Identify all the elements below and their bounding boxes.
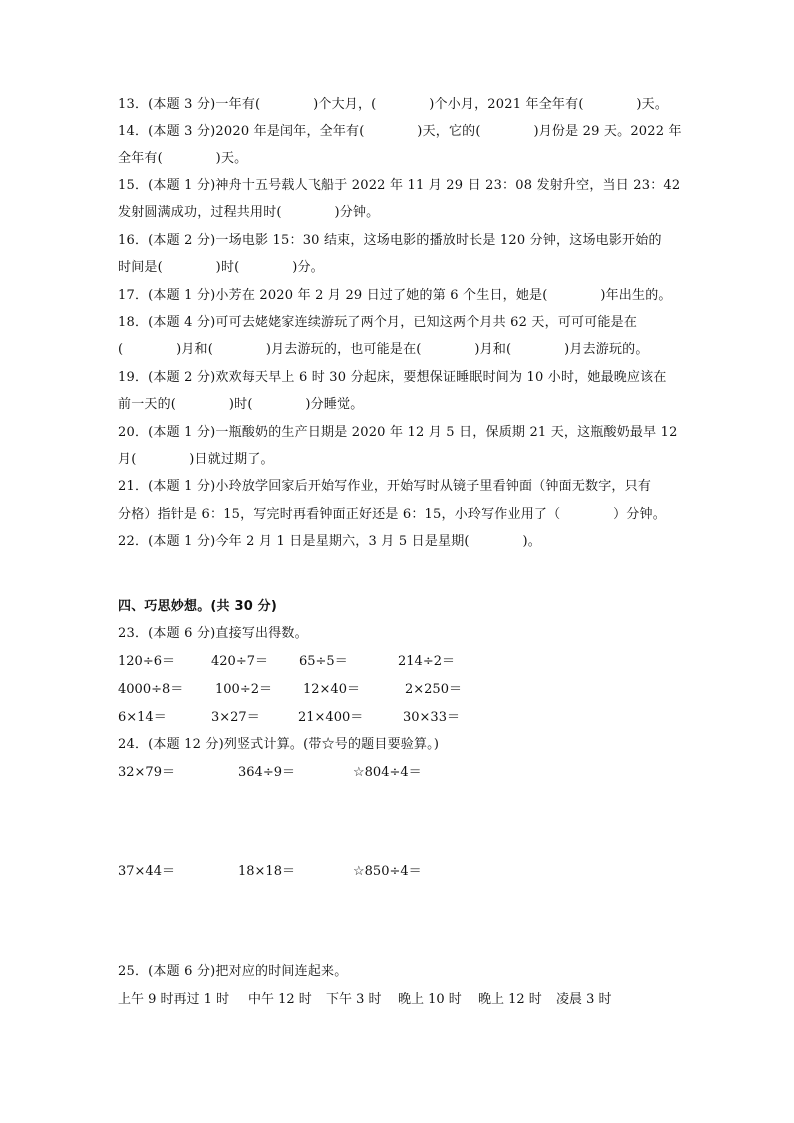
- question-18-line1: 18．(本题 4 分)可可去姥姥家连续游玩了两个月，已知这两个月共 62 天，可可可能是在: [118, 315, 638, 330]
- question-21-line1: 21．(本题 1 分)小玲放学回家后开始写作业，开始写时从镜子里看钟面（钟面无数字，只有: [118, 479, 652, 494]
- question-14-line2: 全年有( )天。: [118, 151, 248, 166]
- vertical-calc-item: 32×79＝: [118, 765, 175, 780]
- question-21-line2: 分格）指针是 6：15，写完时再看钟面正好还是 6：15，小玲写作业用了（ ）分钟。: [118, 507, 666, 522]
- question-22: 22．(本题 1 分)今年 2 月 1 日是星期六，3 月 5 日是星期( )。: [118, 534, 541, 549]
- oral-item: 3×27＝: [211, 710, 260, 725]
- oral-item: 100÷2＝: [215, 682, 272, 697]
- question-14-line1: 14．(本题 3 分)2020 年是闰年，全年有( )天，它的( )月份是 29 天。2022 年: [118, 124, 682, 139]
- oral-item: 214÷2＝: [398, 654, 455, 669]
- time-option: 中午 12 时: [248, 992, 312, 1007]
- question-17: 17．(本题 1 分)小芳在 2020 年 2 月 29 日过了她的第 6 个生日，她是( )年出生的。: [118, 288, 672, 303]
- question-20-line1: 20．(本题 1 分)一瓶酸奶的生产日期是 2020 年 12 月 5 日，保质期 21 天，这瓶酸奶最早 12: [118, 425, 678, 440]
- section-4-heading: 四、巧思妙想。(共 30 分): [118, 599, 278, 614]
- oral-item: 21×400＝: [298, 710, 364, 725]
- question-18-line2: ( )月和( )月去游玩的，也可能是在( )月和( )月去游玩的。: [118, 342, 649, 357]
- oral-item: 2×250＝: [405, 682, 462, 697]
- vertical-calc-item: ☆804÷4＝: [353, 765, 422, 780]
- question-20-line2: 月( )日就过期了。: [118, 452, 274, 467]
- oral-item: 4000÷8＝: [118, 682, 184, 697]
- question-25: 25．(本题 6 分)把对应的时间连起来。: [118, 964, 348, 979]
- time-option: 晚上 12 时: [478, 992, 542, 1007]
- question-16-line1: 16．(本题 2 分)一场电影 15：30 结束，这场电影的播放时长是 120 分钟，这场电影开始的: [118, 233, 662, 248]
- oral-item: 65÷5＝: [299, 654, 348, 669]
- time-option: 上午 9 时再过 1 时: [118, 992, 230, 1007]
- oral-item: 6×14＝: [118, 710, 167, 725]
- oral-item: 420÷7＝: [211, 654, 268, 669]
- time-option: 晚上 10 时: [398, 992, 462, 1007]
- time-option: 凌晨 3 时: [556, 992, 612, 1007]
- question-24: 24．(本题 12 分)列竖式计算。(带☆号的题目要验算。): [118, 737, 440, 752]
- question-16-line2: 时间是( )时( )分。: [118, 260, 324, 275]
- oral-item: 120÷6＝: [118, 654, 175, 669]
- question-23: 23．(本题 6 分)直接写出得数。: [118, 626, 308, 641]
- oral-item: 12×40＝: [303, 682, 360, 697]
- question-15-line1: 15．(本题 1 分)神舟十五号载人飞船于 2022 年 11 月 29 日 23：08 发射升空，当日 23：42: [118, 178, 681, 193]
- time-option: 下午 3 时: [326, 992, 382, 1007]
- vertical-calc-item: ☆850÷4＝: [353, 864, 422, 879]
- oral-item: 30×33＝: [403, 710, 460, 725]
- vertical-calc-item: 364÷9＝: [238, 765, 295, 780]
- question-19-line1: 19．(本题 2 分)欢欢每天早上 6 时 30 分起床，要想保证睡眠时间为 10 小时，她最晚应该在: [118, 370, 667, 385]
- vertical-calc-item: 18×18＝: [238, 864, 295, 879]
- question-19-line2: 前一天的( )时( )分睡觉。: [118, 397, 364, 412]
- vertical-calc-item: 37×44＝: [118, 864, 175, 879]
- question-13: 13．(本题 3 分)一年有( )个大月，( )个小月，2021 年全年有( )天。: [118, 97, 669, 112]
- question-15-line2: 发射圆满成功，过程共用时( )分钟。: [118, 205, 380, 220]
